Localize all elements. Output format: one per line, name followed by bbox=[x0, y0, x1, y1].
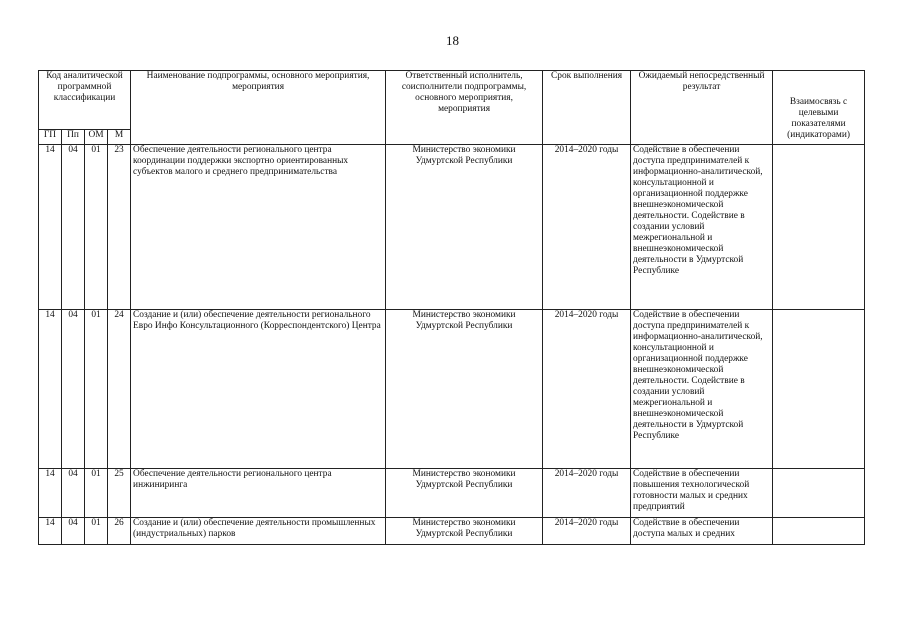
program-table bbox=[38, 70, 865, 545]
gp-cell: 14 bbox=[39, 518, 62, 545]
gp-cell: 14 bbox=[39, 469, 62, 518]
period-header: Срок выполнения bbox=[543, 71, 631, 145]
m-cell: 23 bbox=[108, 145, 131, 310]
result-cell: Содействие в обеспечении доступа предпринимателей к информационно-аналитической, консультационной и организационной поддержке внешнеэкономической деятельности. Содействие в создании условий межрегиональной и внешнеэкономической деятельности в Удмуртской Республике bbox=[631, 145, 773, 310]
m-cell: 26 bbox=[108, 518, 131, 545]
result-cell: Содействие в обеспечении доступа малых и средних bbox=[631, 518, 773, 545]
pp-cell: 04 bbox=[62, 145, 85, 310]
period-cell: 2014–2020 годы bbox=[543, 518, 631, 545]
responsible-header: Ответственный исполнитель, соисполнители подпрограммы, основного мероприятия, мероприятия bbox=[386, 71, 543, 145]
responsible-cell: Министерство экономики Удмуртской Республики bbox=[386, 469, 543, 518]
gp-cell: 14 bbox=[39, 145, 62, 310]
pp-cell: 04 bbox=[62, 310, 85, 469]
link-cell bbox=[773, 310, 865, 469]
result-cell: Содействие в обеспечении повышения технологической готовности малых и средних предприятий bbox=[631, 469, 773, 518]
om-header: ОМ bbox=[85, 130, 108, 145]
responsible-cell: Министерство экономики Удмуртской Республики bbox=[386, 310, 543, 469]
table-row bbox=[39, 518, 865, 545]
link-cell bbox=[773, 145, 865, 310]
page-number: 18 bbox=[446, 33, 459, 48]
period-cell: 2014–2020 годы bbox=[543, 310, 631, 469]
period-cell: 2014–2020 годы bbox=[543, 469, 631, 518]
table-row bbox=[39, 145, 865, 310]
pp-cell: 04 bbox=[62, 518, 85, 545]
table-row bbox=[39, 310, 865, 469]
m-cell: 24 bbox=[108, 310, 131, 469]
link-header: Взаимосвязь с целевыми показателями (индикаторами) bbox=[773, 71, 865, 145]
m-header: М bbox=[108, 130, 131, 145]
name-header: Наименование подпрограммы, основного мероприятия, мероприятия bbox=[131, 71, 386, 145]
link-cell bbox=[773, 469, 865, 518]
result-cell: Содействие в обеспечении доступа предпринимателей к информационно-аналитической, консультационной и организационной поддержке внешнеэкономической деятельности. Содействие в создании условий межрегиональной и внешнеэкономической деятельности в Удмуртской Республике bbox=[631, 310, 773, 469]
om-cell: 01 bbox=[85, 518, 108, 545]
om-cell: 01 bbox=[85, 469, 108, 518]
table-row bbox=[39, 469, 865, 518]
responsible-cell: Министерство экономики Удмуртской Республики bbox=[386, 518, 543, 545]
name-cell: Создание и (или) обеспечение деятельности регионального Евро Инфо Консультационного (Корреспондентского) Центра bbox=[131, 310, 386, 469]
name-cell: Обеспечение деятельности регионального центра координации поддержки экспортно ориентированных субъектов малого и среднего предпринимательства bbox=[131, 145, 386, 310]
responsible-cell: Министерство экономики Удмуртской Республики bbox=[386, 145, 543, 310]
gp-header: ГП bbox=[39, 130, 62, 145]
pp-cell: 04 bbox=[62, 469, 85, 518]
name-cell: Обеспечение деятельности регионального центра инжиниринга bbox=[131, 469, 386, 518]
pp-header: Пп bbox=[62, 130, 85, 145]
gp-cell: 14 bbox=[39, 310, 62, 469]
m-cell: 25 bbox=[108, 469, 131, 518]
period-cell: 2014–2020 годы bbox=[543, 145, 631, 310]
link-cell bbox=[773, 518, 865, 545]
name-cell: Создание и (или) обеспечение деятельности промышленных (индустриальных) парков bbox=[131, 518, 386, 545]
result-header: Ожидаемый непосредственный результат bbox=[631, 71, 773, 145]
om-cell: 01 bbox=[85, 145, 108, 310]
code-header: Код аналитической программной классификации bbox=[39, 71, 131, 130]
om-cell: 01 bbox=[85, 310, 108, 469]
